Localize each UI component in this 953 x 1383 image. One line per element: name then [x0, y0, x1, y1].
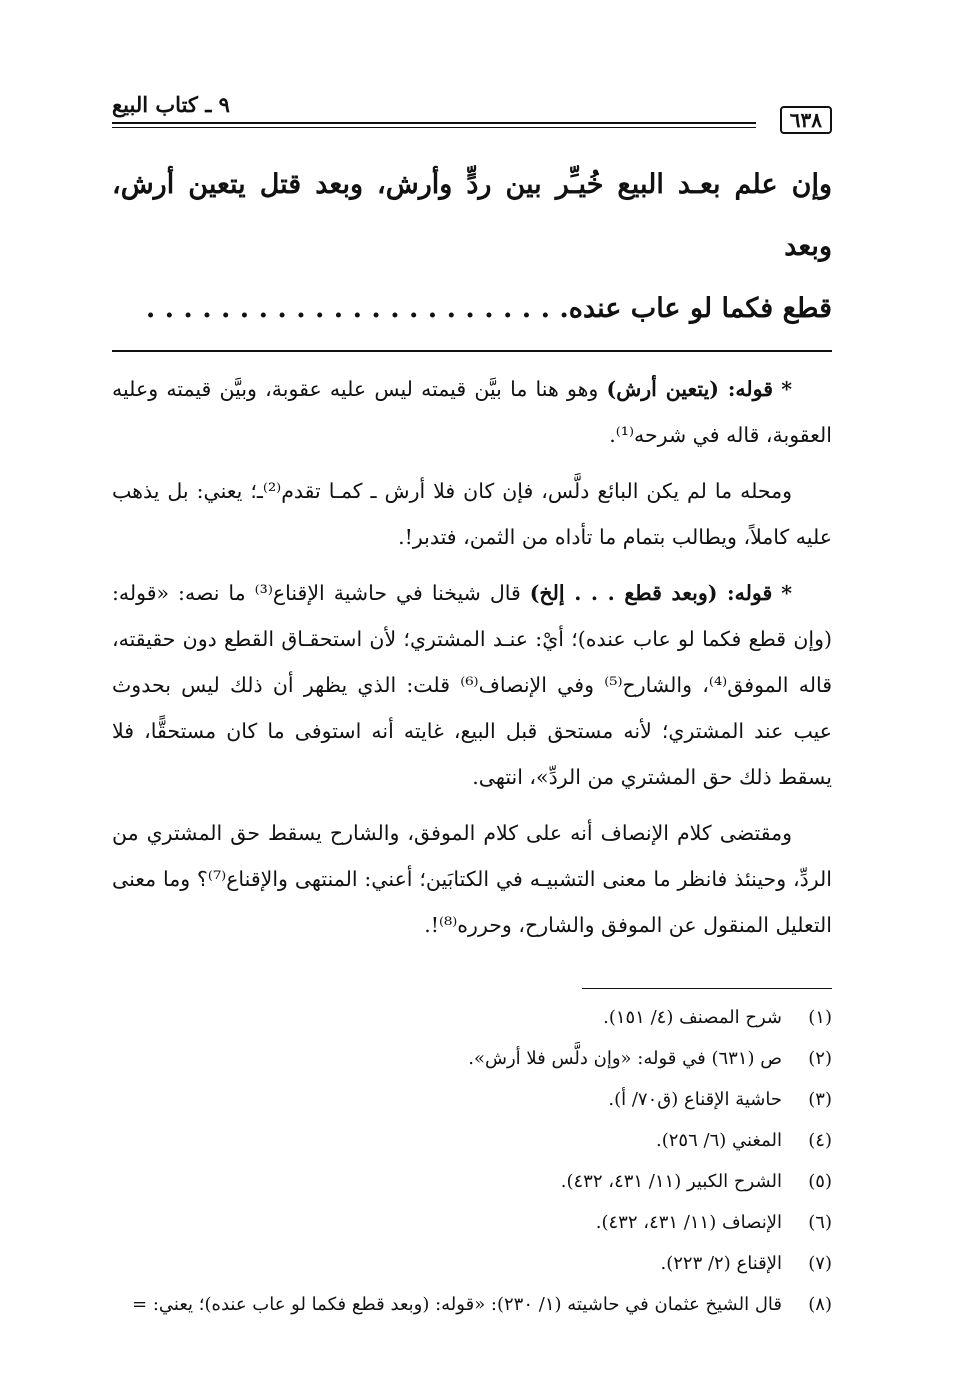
footnote-text: شرح المصنف (٤/ ١٥١).: [603, 1007, 782, 1028]
commentary-paragraph: [112, 468, 832, 560]
footnote-divider: [582, 988, 832, 989]
footnote: [112, 1202, 832, 1243]
commentary: [112, 366, 832, 948]
footnote: [112, 1038, 832, 1079]
paragraph-text: ومحله ما لم يكن البائع دلَّس، فإن كان فلا أرش ـ كمـا تقدم⁽²⁾ـ؛ يعني: بل يذهب عليه كاملاً، ويطالب بتمام ما تأداه من الثمن، فتدبر!.: [112, 479, 832, 549]
lemma: قوله: (يتعين أرش): [606, 377, 774, 401]
book-page: [112, 92, 832, 1325]
footnote-number: (٢): [808, 1048, 832, 1069]
footnote-number: (٧): [808, 1253, 832, 1274]
page-header: [112, 92, 832, 132]
commentary-paragraph: [112, 366, 832, 458]
paragraph-text: ومقتضى كلام الإنصاف أنه على كلام الموفق، والشارح يسقط حق المشتري من الردِّ، وحينئذ فانظر ما معنى التشبيـه في الكتابَين؛ أعني: المنتهى والإقناع⁽⁷⁾؟ وما معنى التعليل المنقول عن الموفق والشارح، وحرره⁽⁸⁾!.: [112, 821, 832, 937]
footnote: [112, 997, 832, 1038]
star-marker: *: [781, 377, 792, 401]
main-text-line: قطع فكما لو عاب عنده. . . . . . . . . . . . . . . . . . . . . . .: [145, 293, 832, 324]
footnote-text: ص (٦٣١) في قوله: «وإن دلَّس فلا أرش».: [468, 1048, 782, 1069]
main-text: [112, 154, 832, 340]
main-text-divider: [112, 350, 832, 352]
header-rule: [112, 122, 756, 128]
commentary-paragraph: [112, 810, 832, 948]
running-title: ٩ ـ كتاب البيع: [112, 92, 230, 117]
footnote: [112, 1079, 832, 1120]
footnote: [112, 1120, 832, 1161]
footnote-number: (٥): [808, 1171, 832, 1192]
footnote-text: الإقناع (٢/ ٢٢٣).: [660, 1253, 782, 1274]
commentary-paragraph: [112, 570, 832, 800]
star-marker: *: [781, 581, 792, 605]
footnote: [112, 1284, 832, 1325]
footnote-text: حاشية الإقناع (ق٧٠/ أ).: [608, 1089, 782, 1110]
footnote: [112, 1243, 832, 1284]
page-number: ٦٣٨: [780, 106, 832, 134]
footnote-text: الإنصاف (١١/ ٤٣١، ٤٣٢).: [595, 1212, 782, 1233]
paragraph-text: وهو هنا ما بيَّن قيمته ليس عليه عقوبة، وبيَّن قيمته وعليه العقوبة، قاله في شرحه⁽¹⁾.: [112, 377, 832, 447]
footnote-number: (٨): [808, 1294, 832, 1315]
lemma: قوله: (وبعد قطع . . . إلخ): [529, 581, 773, 605]
footnote-text: قال الشيخ عثمان في حاشيته (١/ ٢٣٠): «قوله: (وبعد قطع فكما لو عاب عنده)؛ يعني: =: [132, 1294, 782, 1315]
paragraph-text: قال شيخنا في حاشية الإقناع⁽³⁾ ما نصه: «قوله: (وإن قطع فكما لو عاب عنده)؛ أيْ: عنـد المشتري؛ لأن استحقـاق القطع دون حقيقته، قاله الموفق⁽⁴⁾، والشارح⁽⁵⁾ وفي الإنصاف⁽⁶⁾ قلت: الذي يظهر أن ذلك ليس بحدوث عيب عند المشتري؛ لأنه مستحق قبل البيع، غايته أنه استوفى ما كان مستحقًّا، فلا يسقط ذلك حق المشتري من الردِّ»، انتهى.: [112, 581, 833, 789]
footnote-number: (٣): [808, 1089, 832, 1110]
footnote-number: (١): [808, 1007, 832, 1028]
footnotes: [112, 997, 832, 1325]
footnote-number: (٤): [808, 1130, 832, 1151]
footnote: [112, 1161, 832, 1202]
main-text-line: وإن علم بعـد البيع خُيـِّر بين ردٍّ وأرش، وبعد قتل يتعين أرش، وبعد: [112, 169, 832, 262]
footnote-number: (٦): [808, 1212, 832, 1233]
footnote-text: الشرح الكبير (١١/ ٤٣١، ٤٣٢).: [560, 1171, 782, 1192]
footnote-text: المغني (٦/ ٢٥٦).: [656, 1130, 782, 1151]
